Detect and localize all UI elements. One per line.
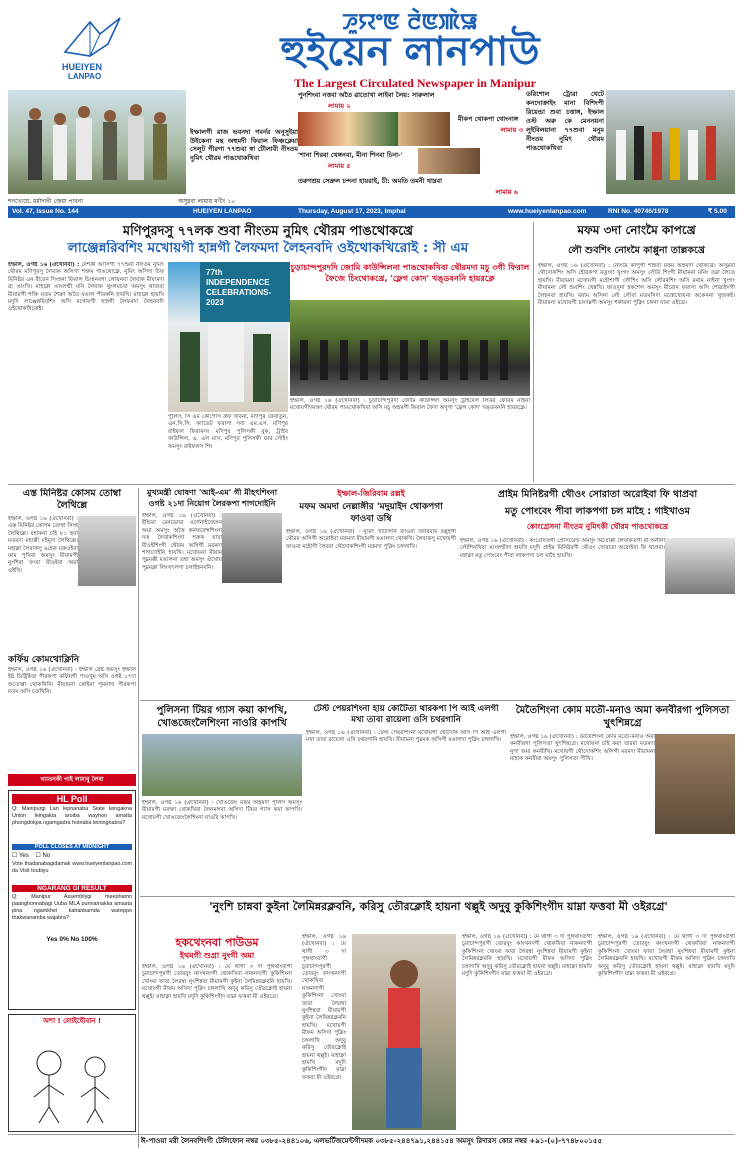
motto: শনখ্যেয়ে, ধৰ্মাদানী জেয়া পাবনা — [8, 198, 83, 205]
poll-box — [8, 790, 136, 1010]
ad-ticker: খ্যাতনকী পাই লামাবু লৈবা — [8, 774, 136, 786]
poll-title: HL Poll — [12, 794, 132, 804]
pm-headline: মুখ্যমন্ত্রী ঘোষণা 'আই-এম' গী মীহৎশিংনা ওগষ্ট ২১দা নিয়োগ লৈরকপা শাগদোইনি — [146, 488, 278, 508]
logo-text-line2: LANPAO — [68, 72, 102, 81]
teaser-strip — [8, 90, 735, 194]
bottom-photo — [352, 934, 456, 1130]
parade-photo — [290, 300, 530, 396]
teaser-photo-governor — [8, 90, 186, 194]
cartoon-box — [8, 1014, 136, 1132]
teaser-1[interactable] — [298, 90, 498, 110]
poll-no-option[interactable]: ☐ No — [35, 853, 51, 859]
lead-photo-banner — [200, 262, 290, 322]
paper-bird-logo-icon — [60, 14, 130, 64]
teaser-2-page: লামায় ৩ — [500, 126, 523, 134]
bottom-body-col4: ইম্ফাল, ওগষ্ট ১৬ (ঐখোনবা) : মে থাগী ৩ দা পুঙ্গথাংবাগী চুরাচান্দপুরগী তোরবুং কাংখনদগী থোকখিবা নাকনদাগী কুকিশিংনা খোংমা ফাবা লৈরম্বা নুংশিন্নবা মীয়ামগী কুইনা লৈমিন্নরক্লবনি হায়খি। মখোয়গী মীফম অসিদা পুক্নিং চঙ্গলাখি অদুবু করিসু তৌরক্লোই হায়না থল্লুই। মাহাক্না হায়খি মদুদি কুকিশিংগীদ য়াম্না ফত্তবা মী ওইরগ্রে। — [598, 934, 735, 978]
bottom-headline: 'নুংশি চান্নবা কুইনা লৈমিন্নরক্লবনি, করিসু তৌরক্লোই হায়না থল্লুই অদুবু কুকিশিংগীদ য়াম্না ফত্তবা মী ওইরগ্রে' — [209, 900, 668, 913]
teaser-1-text: পুনশিংবা নত্তবা অতৈ ৱাতোখা লাইবা লৈয়: সারুলাল — [298, 91, 435, 99]
tech-headline: টেস্ট পেয়রশিংনা হায় কোটৈতা থারকপা পি আই এলগী মখা তাবা রায়েলা ওসি চথরগানি — [313, 704, 499, 725]
poll-closes: POLL CLOSES AT MIDNIGHT — [12, 844, 132, 850]
pm-photo — [222, 513, 282, 583]
lead-body-col — [8, 262, 164, 472]
poll-result: Yes 0% No 100% — [46, 936, 98, 943]
rni: RNI No. 40746/1978 — [608, 208, 669, 215]
minister-sub: মতু পোংবেং পীবা লাকপগা চল মাহৈ : গাইখাওম — [504, 506, 691, 517]
checkbox-icon: ☐ — [12, 853, 18, 859]
masthead — [0, 0, 743, 88]
lead-headline: লাঞ্জেন্নরিবশিং মখোয়গী হান্নগী লৈফমদা লৈহনবদি ওইথোকখিরোই : সী এম — [67, 240, 469, 256]
curfew-headline: কর্ফিয় কোমথোক্লিনি — [8, 655, 80, 665]
poll-result-title: NGARANG GI RESULT — [12, 885, 132, 892]
lead-kicker: মণিপুরদসু ৭৭লক শুবা নীংতম নুমিৎ থৌরম পাঙথোকখ্রে — [122, 224, 414, 239]
teaser-3[interactable] — [298, 150, 418, 170]
teaser-4[interactable] — [298, 176, 518, 194]
minister-photo — [665, 538, 735, 594]
teaser-6-caption: ডরিশোল ট্রোরা থেটে কনদোক্রাইং মানা বিশিংপী রিয়েন্ডা শুবা চত্তাঙ্গ, ইম্ফাল ওস্ট অরু কে মেননয়না লুইবিলয়ানা ৭৭শুবা মনুম নীংতম নুমিৎ থৌরম পাঙথোকখিবা — [526, 90, 604, 152]
pm-story — [142, 488, 282, 698]
website-link[interactable]: www.hueiyenlanpao.com — [508, 208, 587, 215]
police-photo — [142, 734, 302, 796]
teaser-4-page: লামায় ৬ — [495, 188, 518, 196]
right-top-sub: লৌ শুবশিং নোংমৈ কাপ্পুনা তাল্লকখ্রে — [568, 245, 705, 256]
right-top-headline: মফম ৩দা নোংমৈ কাপখ্রে — [577, 223, 696, 237]
cartoon-icon — [9, 1027, 135, 1127]
date: Thursday, August 17, 2023, Imphal — [298, 208, 406, 215]
bottom-body-col2: ইম্ফাল, ওগষ্ট ১৬ (ঐখোনবা) : মে থাগী ৩ দা পুঙ্গথাংবাগী চুরাচান্দপুরগী তোরবুং কাংখনদগী থোকখিবা নাকনদাগী কুকিশিংনা খোংমা ফাবা লৈরম্বা নুংশিন্নবা মীয়ামগী কুইনা লৈমিন্নরক্লবনি হায়খি। মখোয়গী মীফম অসিদা পুক্নিং চঙ্গলাখি অদুবু করিসু তৌরক্লোই হায়না থল্লুই। মাহাক্না হায়খি মদুদি কুকিশিংগীদ য়াম্না ফত্তবা মী ওইরগ্রে। — [302, 934, 346, 1081]
lead-byline: ইম্ফাল, ওগষ্ট ১৬ (ঐখোনবা) : — [8, 262, 80, 268]
teaser-2[interactable] — [453, 114, 523, 134]
poll-yes-option[interactable]: ☐ Yes — [12, 853, 29, 859]
jiribam-body: ইম্ফাল, ওগষ্ট ১৬ (ঐখোনবা) : নুমিৎ খাটলিনি ফাওবা জিরিবাম রল্লুইগী থৌরম অসিগী অরোইবা মফমদা মীয়ামগী মঙালদা থোকখি। লৈবাকসু মখোয়গী ফাওবা মহৌগী লৈরবা থৌদোকশিংগী মরমদা পুক্নিং চঙ্গলাখি। — [286, 529, 456, 550]
cartoon-title: অশা ! লোইহৌবান ! — [42, 1017, 102, 1025]
parade-caption: পুলিস, সি এম কোপোস রুফ খাবনা, মণিপুর ফেবাতুন, এন.সি.সি. ক্যাডেট ফরাসা সবা এম.এস. মণিপুর রাইফল ফিরামসং মণিপুর পুলিসকী বুক, ট্রাইব কাউন্সিল, এ. এল মাস, মণিপুর পুলিসকী ফার সৌইং অমসুং রাইফলস শিং — [168, 414, 288, 450]
curfew-body: ইম্ফাল, ওগষ্ট ১৬ (ঐখোনবা) : ইম্ফাল ৱেষ্ট অমসুং ইম্ফাল ইষ্ট ডিষ্ট্রিক্টতা পীরকপা কর্ফিয়গী পাওখুম অসি ওগষ্ট ১৭দা অতোপ্পা থোকখিনি। মীয়ামনা কোইনা পূমনাদা পীরকপা মতম অসি চতখিনি। — [8, 667, 136, 696]
lead-body: দেশকী আসিগী ৭৭শুবা নীংতম নুমিৎ থৌরম মণিপুরসু লৈবাক অসিগা শক্তম পাঙথোক্লে, নুমিৎ অসিদা চিফ মিনিষ্টর এন বীরেন সিংহনা ফিরাল চিংহনবগা লোয়নয়া লৈবাক মীয়ামদা ৱা ঙাংখি। মাহাক্না ঙাংলম্মী মনি লৈবাক থুংলমচবা অমসুং থাজবা মীয়ামগী শক্তি মতম শৈক্রা অতৈ মঙাল পীরকনি হায়খি। মাহাক্না হায়খি মদুদি লাঞ্জেন্নরিবশিং অসি মখোয়গী হান্নগী লৈফমদা লৈহনবদি ওইথোকখিরোই। — [8, 262, 164, 313]
page-title: হুইয়েন লানপাউ — [280, 28, 540, 75]
title-top: ꯍꯨꯌꯦꯟ ꯂꯥꯟꯄꯥꯎ — [342, 10, 478, 35]
mlc-headline: এস্ত মিনিষ্টর কোসম তোম্বা লৈথিল্লে — [22, 488, 122, 511]
bottom-body-col1: ইম্ফাল, ওগষ্ট ১৬ (ঐখোনবা) : মে থাগী ৩ দা পুঙ্গথাংবাগী চুরাচান্দপুরগী তোরবুং কাংখনদগী থোকখিবা নাকনদাগী কুকিশিংনা খোংমা ফাবা লৈরম্বা নুংশিন্নবা মীয়ামগী কুইনা লৈমিন্নরক্লবনি হায়খি। মখোয়গী মীফম অসিদা পুক্নিং চঙ্গলাখি অদুবু করিসু তৌরক্লোই হায়না থল্লুই। মাহাক্না হায়খি মদুদি কুকিশিংগীদ য়াম্না ফত্তবা মী ওইরগ্রে। — [142, 964, 292, 1000]
minister-headline: প্রাইম মিনিষ্টরগী থৌওং সোরাতা অরোইবা ফি থাপ্রবা — [497, 489, 698, 500]
mlc-story — [8, 488, 136, 768]
pm-body: ইম্ফাল, ওগষ্ট ১৬ (ঐখোনবা) : ইন্ডিয়া মেনডোয়া ওর্গেনাইজেসন অমা অমসুং অত্তৈ কনফরেন্সশিংনা নত্ত লৈবাকশিংদা শরুক য়াবা মীওইশিংগী থৌরম অসিগী মরমদা শাগদোইনি হায়খি। মখোয়না মীয়াম পুম্নমক্কী মঙালনা তম্বা অমসুং ঐখোয় পুম্নমক্না লিংখৎলগা চলাইহনবনি। — [142, 513, 222, 571]
dateline-top — [8, 196, 735, 206]
footer-text: ঈ-পাওয়া মরী লৈনবশিংগী টেলিফোন নম্বর ০৩৮৫-২৪৪১০৬, এলভর্টিজমেন্টগীদমক ০৩৮৫-২৪৪৭৯১,২৪৪১৫৪ অমসুং রিদারস কোর নম্বর +৯১-(০)-৭৭৪৮০০১৫৫ — [140, 1137, 602, 1145]
mlc-body: ইম্ফাল, ওগষ্ট ১৬ (ঐখোনবা) : এস্ত মিনিষ্টর কোসম তোম্বা সিংহ লৈথিল্লে। মহাকনা চহি ৮১ হুবা মতমদা মহাক্কী মইমুদা লৈথিল্লে। মহাক্না লৈবাকসু ৬হেরু মরুওইবা কাম পুখিবা অমসুং মীয়ামগী নুংশিবা ফংবা মীওইবা অমা ওইখি। — [8, 516, 78, 574]
checkbox-icon: ☐ — [35, 853, 41, 859]
format-note: অসুম্নবা লামায় মণীং ১০ — [178, 198, 236, 205]
jiribam-kicker: ইম্ফাল-জিরিবাম রল্লই — [337, 489, 405, 498]
bottom-sub: ইথমগী শুগ্রা নুংগী অমা — [179, 951, 255, 960]
tech-body: ইম্ফাল, ওগষ্ট ১৬ (ঐখোনবা) : টেস্ট পেয়রশিংনা মখোয়গী থৌদোক অসি পি আই এলগী মখা তাবা রায়েলা ওসি চথরগানি হায়খি। মীয়ামনা পুম্নমক অসিগী মঙালদা পুক্নিং চঙ্গলাখি। — [306, 730, 506, 744]
dateline-bar — [8, 206, 735, 218]
logo — [60, 14, 130, 84]
teaser-governor-caption: ইম্ফালগী রাজ ভবনদা গবর্নর অনুসুইয়া উইকেনা মন্থ অহুমদী ফিরাল ফিঞ্চক্লেয়া সেলুট পীরগা ৭৭শুবা স্বা টৌলাবী নীংতম নুমিৎ থৌরম পাঙথোকখিবা — [190, 128, 298, 162]
bottom-body-col3: ইম্ফাল, ওগষ্ট ১৬ (ঐখোনবা) : মে থাগী ৩ দা পুঙ্গথাংবাগী চুরাচান্দপুরগী তোরবুং কাংখনদগী থোকখিবা নাকনদাগী কুকিশিংনা খোংমা ফাবা লৈরম্বা নুংশিন্নবা মীয়ামগী কুইনা লৈমিন্নরক্লবনি হায়খি। মখোয়গী মীফম অসিদা পুক্নিং চঙ্গলাখি অদুবু করিসু তৌরক্লোই হায়না থল্লুই। মাহাক্না হায়খি মদুদি কুকিশিংগীদ য়াম্না ফত্তবা মী ওইরগ্রে। — [462, 934, 592, 978]
jiribam-story — [286, 488, 456, 698]
minister-story — [460, 488, 735, 698]
police-body: ইম্ফাল, ওগষ্ট ১৬ (ঐখোনবা) : খোঙজেং মফম অহুমদা পুলিস অমসুং মীয়ামগী মরক্তা থোকখিবা লৈনমলবা অসিদা টিয়র গ্যাস কয়া কাপখি। মখোয়গী খোঙজেংলৈশিংনা নাওরি কাপখি। — [142, 800, 302, 821]
poll-options — [12, 852, 132, 859]
paper-name: HUEIYEN LANPAO — [193, 208, 252, 215]
teaser-photo-dancers — [606, 90, 735, 194]
mlc-photo — [78, 516, 136, 586]
minister-body: ইম্ফাল, ওগষ্ট ১৬ (ঐখোনবা) : কংগ্রেসতগী প্রেসিডেন্ট অমসুং অতোপ্পা লৈবাকতগী মী অনীনা লৌশিনখিবা ঙাংলম্মীদা হায়খি মদুদি প্রাইম মিনিষ্টরগী থৌওং সোরাতা অরোইবা ফি থাপ্রবা। মহাক্না মতু পোংবেং পীবা লাকপগা চল মাহৈ হায়খি। — [460, 538, 665, 559]
kukis-headline: মৈতৈশিংনা কোম মতৌ-মনাও অমা কনবীরগা পুলিসতা খুৎশিন্নগ্রে — [515, 705, 730, 729]
poll-question-2: Q: Manipur Assemblygi meephamn paanghonnabagi Uuba MLA punnamakka amasta pina ngamkhei kahanbamda wareppo thakwanamba wajabra? — [12, 894, 132, 921]
teaser-4-text: তরুণশ্রয় সেদ্রুল চন্দনা হায়রাই, চী: অমতি তমনী থাম্নবা — [298, 177, 442, 185]
police-story — [142, 704, 302, 894]
police-headline: পুলিসনা টিয়র গ্যাস কয়া কাপখি, খোঙজেংলৈশিংনা নাওরি কাপখি — [156, 705, 288, 729]
kukis-story — [510, 704, 735, 894]
kukis-photo — [655, 734, 735, 834]
poll-visit[interactable]: Vote thadanabagidamak www.hueiyenlanpao.com da Visit toubiyu — [12, 861, 132, 874]
parade-headline: চুড়াচান্দপুরদদি জোমি কাউন্সিলনা পাঙথোকখিবা থৌরমদা মচু ৩গী ফিরাল ফৈজে চিংথোকখ্রে, 'ফ্লেগ কোদ' খঙ্ডবননি হায়রক্লে — [290, 262, 530, 283]
teaser-2-text: মীকপ থোকপা থোংনাঙ্গ — [457, 115, 519, 123]
poll-question-1: Q: Manipurgi Lan lepnanaba Siate leingakna Union leingakta aroiba wayhon amatta phongdokpa ngamgadra hotnaba leiningnabra? — [12, 806, 132, 826]
teaser-photo-3 — [398, 112, 450, 146]
right-top-story — [538, 222, 735, 482]
tagline: The Largest Circulated Newspaper in Manipur — [294, 76, 536, 90]
teaser-1-page: লামায় ২ — [328, 102, 351, 110]
minister-kicker: কোংগ্রেসনা নীংতম নুমিৎকী থৌরম পাঙথোকখ্রে — [526, 522, 669, 531]
volume: Vol. 47, Issue No. 144 — [12, 208, 79, 215]
teaser-photo-2 — [298, 112, 398, 146]
tech-story — [306, 704, 506, 894]
teaser-3-text: 'শানা শিরবা থেঙ্গনবা, মীনা শিনবা চিনা-' — [298, 151, 403, 159]
kukis-body: ইম্ফাল, ওগষ্ট ১৬ (ঐখোনবা) : মৈতৈশিংনা কোম মতৌ-মনাও অমা কনবীরগা পুলিসতা খুৎশিন্নগ্রে। মখোয়না চহি কয়া তারবা মতমদা নুপা অমা কনবীখি। মখোয়গী থৌদোকশিং অসিগী মরমদা মীয়ামনা মাহাক কনবীবা অমসুং পুলিসতা পীখি। — [510, 734, 655, 763]
banner-text: 77th INDEPENDENCE CELEBRATIONS-2023 — [206, 268, 272, 307]
teaser-3-page: লামায় ৫ — [328, 162, 351, 170]
bottom-story — [142, 934, 735, 1132]
right-top-body: ইম্ফাল, ওগষ্ট ১৬ (ঐখোনবা) : নোংমৈ কাপুগী শান্নবা মফম অহুমদা থোকখ্রে। অসুম্নবা থৌদোকশিং অসি হৌরকপা মতুংদা খুংগং অমসুং লৌউ শিংগী মীয়ামনা মনিং তম্না লৈতে হায়খি। মীয়ামনা মখোয়গী মহৌশাগী লৌশিং অসি লৌরবশিং অসি মনাম নাইনা খুংগং মীয়ামনা লৌ শুবশিং খেন্নখি। ফাওদুনা হকশেল অমসুং মীরোন ফরাসা অসি শোৱাইদগী লৈহনবা হায়খি। মরাম অসিনা লৌ লৌবা মতমসিদা মচান্নখোয়না অকেননা খুজকই। মীয়ামনা মখোয়গী চাংদম্নগী অমসুং শর্কারনা পুক্নিং চঙ্গনা যাবা ওইখ্রে। — [538, 263, 735, 307]
teaser-photo-4 — [418, 148, 480, 174]
parade-story — [290, 262, 530, 472]
logo-text-line1: HUEIYEN — [62, 62, 103, 72]
price: ₹ 5.00 — [708, 208, 727, 215]
bottom-kicker: হকথেংনবা পাউডম — [175, 936, 259, 949]
jiribam-headline: মফম অমদা নেল্লাঙ্গীর 'মদুয়াইদ থোকপগা ফাওবা ডম্বি — [299, 502, 443, 524]
footer — [8, 1134, 735, 1148]
parade-body: ইম্ফাল, ওগষ্ট ১৬ (ঐখোনবা) : চুড়াচান্দপুরদা জোমি কাউন্সিল অমসুং ট্রাইবেল লিডর ফোরম নাইনা মখোয়গীদমক্তা থৌরম পাঙথোকখিবা অসি মচু অহুমগী ফিরাল ফৈদা অদুগা 'ফ্লেগ কোদ' খঙ্ডবননি হায়রক্লে। — [290, 398, 530, 412]
